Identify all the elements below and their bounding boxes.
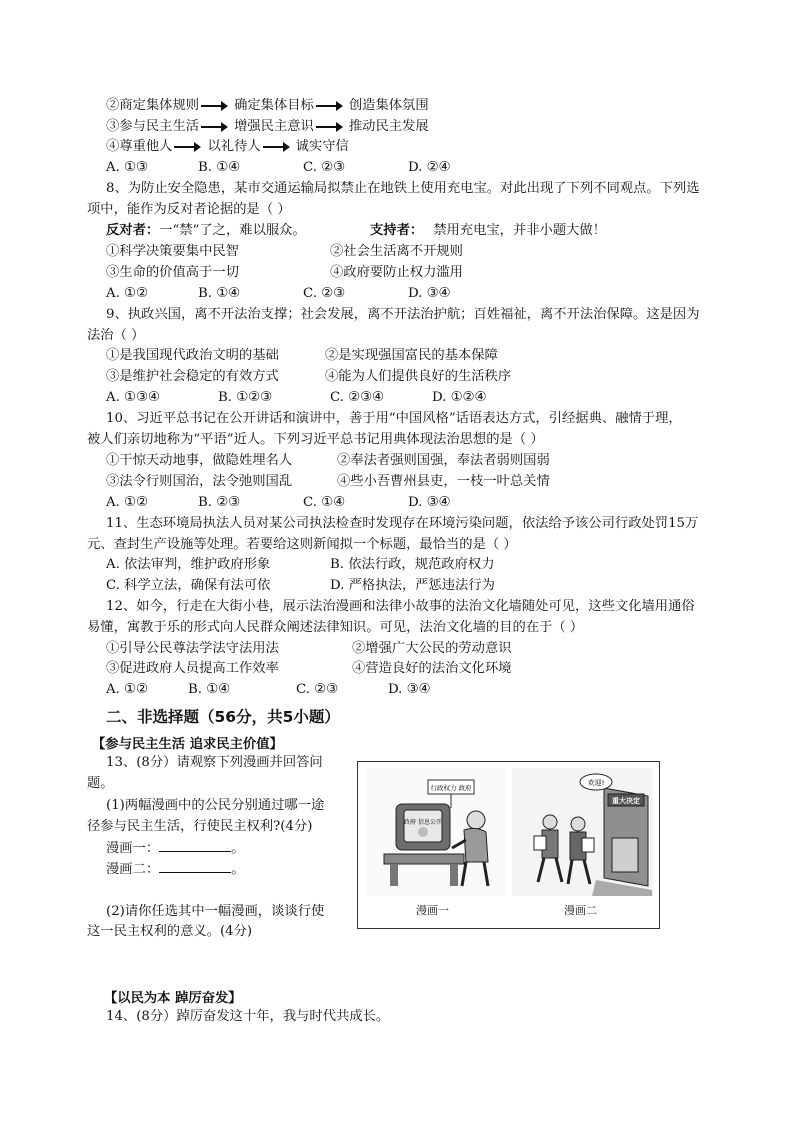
q11-choice-c: C. 科学立法，确保有法可依 xyxy=(106,578,271,593)
q8-item-3: ③生命的价值高于一切 xyxy=(106,265,239,280)
q7-choice-d: D. ②④ xyxy=(408,160,451,175)
q10-item-4: ④些小吾曹州县吏，一枝一叶总关情 xyxy=(337,474,550,489)
q12-item-2: ②增强广大公民的劳动意识 xyxy=(352,641,512,656)
theme-bracket-2: 【以民为本 踔厉奋发】 xyxy=(104,991,242,1006)
q7-option-4: ④尊重他人 以礼待人 诚实守信 xyxy=(106,139,349,154)
q9-choice-d: D. ①②④ xyxy=(432,390,487,405)
q10-choice-a: A. ①② xyxy=(106,495,148,510)
arrow-icon xyxy=(316,105,338,107)
q7-choice-b: B. ①④ xyxy=(198,160,241,175)
q8-item-4: ④政府要防止权力滥用 xyxy=(330,265,463,280)
q8-supporter: 支持者： 禁用充电宝，并非小题大做！ xyxy=(370,223,607,238)
q10-item-2: ②奉法者强则国强，奉法者弱则国弱 xyxy=(337,453,550,468)
q12-choice-a: A. ①② xyxy=(106,682,148,697)
answer-blank[interactable] xyxy=(159,860,231,873)
q13-part2-line1: (2)请你任选其中一幅漫画，谈谈行使 xyxy=(106,904,325,919)
q11-choice-b: B. 依法行政，规范政府权力 xyxy=(330,557,495,572)
cartoon-two-caption: 漫画二 xyxy=(564,904,597,917)
q10-choice-c: C. ①④ xyxy=(303,495,345,510)
q8-choice-b: B. ①④ xyxy=(198,286,241,301)
q13-answer-1: 漫画一： 。 xyxy=(106,841,245,856)
q8-stem-line1: 8、为防止安全隐患，某市交通运输局拟禁止在地铁上使用充电宝。对此出现了下列不同观点。下列选 xyxy=(106,181,700,196)
cartoon-figure xyxy=(357,761,660,929)
q10-item-1: ①干惊天动地事，做隐姓埋名人 xyxy=(106,453,293,468)
q9-choice-a: A. ①③④ xyxy=(106,390,160,405)
q12-choice-b: B. ①④ xyxy=(188,682,231,697)
theme-bracket-1: 【参与民主生活 追求民主价值】 xyxy=(92,737,283,752)
q10-stem-line1: 10、习近平总书记在公开讲话和演讲中，善于用“中国风格”话语表达方式，引经据典、融情于理， xyxy=(106,411,682,426)
q9-item-3: ③是维护社会稳定的有效方式 xyxy=(106,369,279,384)
q8-choice-d: D. ③④ xyxy=(408,286,451,301)
section-heading: 二、非选择题（56分，共5小题） xyxy=(106,708,340,726)
q8-item-2: ②社会生活离不开规则 xyxy=(330,244,463,259)
q9-item-4: ④能为人们提供良好的生活秩序 xyxy=(325,369,512,384)
q12-choice-d: D. ③④ xyxy=(388,682,431,697)
q8-opponent: 反对者：一“禁”了之，难以服众。 xyxy=(106,223,306,238)
q10-choice-b: B. ②③ xyxy=(198,495,241,510)
answer-blank[interactable] xyxy=(159,839,231,852)
q12-stem-line1: 12、如今，行走在大街小巷，展示法治漫画和法律小故事的法治文化墙随处可见，这些文化墙用通俗 xyxy=(106,599,695,614)
q13-part2-line2: 这一民主权利的意义。(4分) xyxy=(87,924,253,939)
q10-item-3: ③法令行则国治，法令弛则国乱 xyxy=(106,474,293,489)
svg-text:行政权力 政府: 行政权力 政府 xyxy=(430,784,472,792)
arrow-icon xyxy=(174,146,196,148)
svg-text:政府 信息公开: 政府 信息公开 xyxy=(404,819,442,826)
q8-choice-c: C. ②③ xyxy=(303,286,345,301)
q11-choice-d: D. 严格执法，严惩违法行为 xyxy=(330,578,495,593)
q10-choice-d: D. ③④ xyxy=(408,495,451,510)
q9-item-1: ①是我国现代政治文明的基础 xyxy=(106,348,279,363)
q12-choice-c: C. ②③ xyxy=(296,682,338,697)
q7-option-3: ③参与民主生活 增强民主意识 推动民主发展 xyxy=(106,119,429,134)
q13-stem-line1: 13、(8分）请观察下列漫画并回答问 xyxy=(106,755,323,770)
arrow-icon xyxy=(201,126,223,128)
arrow-icon xyxy=(201,105,223,107)
q7-option-2: ②商定集体规则 确定集体目标 创造集体氛围 xyxy=(106,98,429,113)
arrow-icon xyxy=(263,146,285,148)
q11-stem-line2: 元、查封生产设施等处理。若要给这则新闻拟一个标题，最恰当的是（ ） xyxy=(87,537,517,552)
svg-text:重大决定: 重大决定 xyxy=(612,797,640,805)
q12-item-1: ①引导公民尊法学法守法用法 xyxy=(106,641,279,656)
arrow-icon xyxy=(316,126,338,128)
cartoon-one-image xyxy=(366,768,507,896)
q12-item-3: ③促进政府人员提高工作效率 xyxy=(106,661,279,676)
q13-answer-2: 漫画二： 。 xyxy=(106,862,245,877)
q9-stem-line1: 9、执政兴国，离不开法治支撑；社会发展，离不开法治护航；百姓福祉，离不开法治保障。这是因为 xyxy=(106,307,700,322)
q11-choice-a: A. 依法审判，维护政府形象 xyxy=(106,557,271,572)
q12-stem-line2: 易懂，寓教于乐的形式向人民群众阐述法律知识。可见，法治文化墙的目的在于（ ） xyxy=(87,620,584,635)
q13-stem-line2: 题。 xyxy=(87,776,114,791)
q9-choice-b: B. ①②③ xyxy=(218,390,272,405)
svg-text:欢迎!: 欢迎! xyxy=(587,779,605,787)
q8-choice-a: A. ①② xyxy=(106,286,148,301)
q8-item-1: ①科学决策要集中民智 xyxy=(106,244,239,259)
q11-stem-line1: 11、生态环境局执法人员对某公司执法检查时发现存在环境污染问题，依法给予该公司行政处罚15万 xyxy=(106,516,699,531)
q9-stem-line2: 法治（ ） xyxy=(87,328,145,343)
q7-choice-c: C. ②③ xyxy=(303,160,345,175)
q13-part1-line2: 径参与民主生活，行使民主权利?(4分) xyxy=(87,819,313,834)
q10-stem-line2: 被人们亲切地称为“平语”近人。下列习近平总书记用典体现法治思想的是（ ） xyxy=(87,432,544,447)
cartoon-one-caption: 漫画一 xyxy=(416,904,449,917)
q12-item-4: ④营造良好的法治文化环境 xyxy=(352,661,512,676)
q9-item-2: ②是实现强国富民的基本保障 xyxy=(325,348,498,363)
q9-choice-c: C. ②③④ xyxy=(330,390,384,405)
q8-stem-line2: 项中，能作为反对者论据的是（ ） xyxy=(87,202,291,217)
cartoon-two-image xyxy=(512,768,653,896)
q7-choice-a: A. ①③ xyxy=(106,160,148,175)
q13-part1-line1: (1)两幅漫画中的公民分别通过哪一途 xyxy=(106,798,325,813)
q14-stem: 14、(8分）踔厉奋发这十年，我与时代共成长。 xyxy=(106,1009,390,1024)
